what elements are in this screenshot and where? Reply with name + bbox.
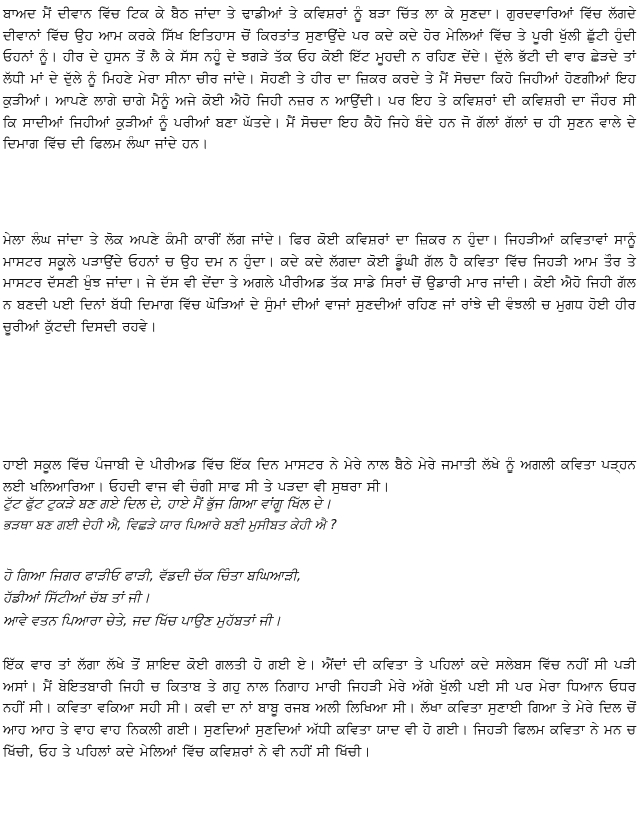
paragraph-1: ਬਾਅਦ ਮੈਂ ਦੀਵਾਨ ਵਿੱਚ ਟਿਕ ਕੇ ਬੈਠ ਜਾਂਦਾ ਤੇ ਢਾਡੀਆਂ ਤੇ ਕਵਿਸ਼ਰਾਂ ਨੂੰ ਬੜਾ ਚਿੱਤ ਲਾ ਕੇ ਸੁਣਦਾ। ਗੁਰਦਵਾਰਿਆਂ ਵਿੱਚ ਲੱਗਦੇ ਦੀਵਾਨਾਂ ਵਿੱਚ ਉਹ ਆਮ ਕਰਕੇ ਸਿੱਖ ਇਤਿਹਾਸ ਚੋਂ ਕਿਰਤਾਂਤ ਸੁਣਾਉਂਦੇ ਪਰ ਕਦੇ ਕਦੇ ਹੋਰ ਮੇਲਿਆਂ ਵਿੱਚ ਤੇ ਪੂਰੀ ਖੁੱਲੀ ਛੁੱਟੀ ਹੁੰਦੀ ਓਹਨਾਂ ਨੂੰ। ਹੀਰ ਦੇ ਹੁਸਨ ਤੋਂ ਲੈ ਕੇ ਸੱਸ ਨਹੂੰ ਦੇ ਝਗੜੇ ਤੱਕ ਓਹ ਕੋਈ ਇੱਟ ਮੂਹਦੀ ਨ ਰਹਿਣ ਦੇਂਦੇ। ਦੁੱਲੇ ਭੱਟੀ ਦੀ ਵਾਰ ਛੇੜਦੇ ਤਾਂ ਲੱਧੀ ਮਾਂ ਦੇ ਦੁੱਲੇ ਨੂੰ ਮਿਹਣੇ ਮੇਰਾ ਸੀਨਾ ਚੀਰ ਜਾਂਦੇ। ਸੋਹਣੀ ਤੇ ਹੀਰ ਦਾ ਜ਼ਿਕਰ ਕਰਦੇ ਤੇ ਮੈਂ ਸੋਚਦਾ ਕਿਹੋ ਜਿਹੀਆਂ ਹੋਣਗੀਆਂ ਇਹ ਕੁੜੀਆਂ। ਆਪਣੇ ਲਾਗੇ ਚਾਗੇ ਮੈਨੂੰ ਅਜੇ ਕੋਈ ਐਹੋ ਜਿਹੀ ਨਜ਼ਰ ਨ ਆਉਂਦੀ। ਪਰ ਇਹ ਤੇ ਕਵਿਸ਼ਰਾਂ ਦੀ ਕਵਿਸ਼ਰੀ ਦਾ ਜੌਹਰ ਸੀ ਕਿ ਸਾਦੀਆਂ ਜਿਹੀਆਂ ਕੁੜੀਆਂ ਨੂੰ ਪਰੀਆਂ ਬਣਾ ਘੱਤਦੇ। ਮੈਂ ਸੋਚਦਾ ਇਹ ਕੈਹੋ ਜਿਹੇ ਬੰਦੇ ਹਨ ਜੋ ਗੱਲਾਂ ਗੱਲਾਂ ਚ ਹੀ ਸੁਣਨ ਵਾਲੇ ਦੇ ਦਿਮਾਗ ਵਿੱਚ ਦੀ ਫਿਲਮ ਲੰਘਾ ਜਾਂਦੇ ਹਨ।: [3, 6, 636, 153]
verse-line-3: ਹੋ ਗਿਆ ਜਿਗਰ ਫਾੜੀਓ ਫਾੜੀ, ਵੱਡਦੀ ਚੱਕ ਚਿੰਤਾ ਬਘਿਆੜੀ,: [3, 568, 302, 584]
paragraph-3: ਹਾਈ ਸਕੂਲ ਵਿੱਚ ਪੰਜਾਬੀ ਦੇ ਪੀਰੀਅਡ ਵਿੱਚ ਇੱਕ ਦਿਨ ਮਾਸਟਰ ਨੇ ਮੇਰੇ ਨਾਲ ਬੈਠੇ ਮੇਰੇ ਜਮਾਤੀ ਲੱਖੇ ਨੂੰ ਅਗਲੀ ਕਵਿਤਾ ਪੜ੍ਹਨ ਲਈ ਖਲਿਆਰਿਆ। ਓਹਦੀ ਵਾਜ ਵੀ ਚੰਗੀ ਸਾਫ ਸੀ ਤੇ ਪੜਦਾ ਵੀ ਸੁਥਰਾ ਸੀ।: [3, 457, 636, 495]
paragraph-4: ਇੱਕ ਵਾਰ ਤਾਂ ਲੱਗਾ ਲੱਖੇ ਤੋਂ ਸ਼ਾਇਦ ਕੋਈ ਗਲਤੀ ਹੋ ਗਈ ਏ। ਐਂਦਾਂ ਦੀ ਕਵਿਤਾ ਤੇ ਪਹਿਲਾਂ ਕਦੇ ਸਲੇਬਸ ਵਿੱਚ ਨਹੀਂ ਸੀ ਪੜੀ ਅਸਾਂ। ਮੈਂ ਬੇਇਤਬਾਰੀ ਜਿਹੀ ਚ ਕਿਤਾਬ ਤੇ ਗਹੁ ਨਾਲ ਨਿਗਾਹ ਮਾਰੀ ਜਿਹੜੀ ਮੇਰੇ ਅੱਗੇ ਖੁੱਲੀ ਪਈ ਸੀ ਪਰ ਮੇਰਾ ਧਿਆਨ ਓਧਰ ਨਹੀਂ ਸੀ। ਕਵਿਤਾ ਵਕਿਆ ਸਹੀ ਸੀ। ਕਵੀ ਦਾ ਨਾਂ ਬਾਬੂ ਰਜਬ ਅਲੀ ਲਿਖਿਆ ਸੀ। ਲੱਖਾ ਕਵਿਤਾ ਸੁਣਾਈ ਗਿਆ ਤੇ ਮੇਰੇ ਦਿਲ ਚੋਂ ਆਹ ਆਹ ਤੇ ਵਾਹ ਵਾਹ ਨਿਕਲੀ ਗਈ। ਸੁਣਦਿਆਂ ਸੁਣਦਿਆਂ ਅੱਧੀ ਕਵਿਤਾ ਯਾਦ ਵੀ ਹੋ ਗਈ। ਜਿਹੜੀ ਫਿਲਮ ਕਵਿਤਾ ਨੇ ਮਨ ਚ ਖਿੱਚੀ, ਓਹ ਤੇ ਪਹਿਲਾਂ ਕਦੇ ਮੇਲਿਆਂ ਵਿੱਚ ਕਵਿਸ਼ਰਾਂ ਨੇ ਵੀ ਨਹੀਂ ਸੀ ਖਿੱਚੀ।: [3, 657, 636, 760]
paragraph-2: ਮੇਲਾ ਲੰਘ ਜਾਂਦਾ ਤੇ ਲੋਕ ਅਪਣੇ ਕੰਮੀ ਕਾਰੀਂ ਲੱਗ ਜਾਂਦੇ। ਫਿਰ ਕੋਈ ਕਵਿਸ਼ਰਾਂ ਦਾ ਜ਼ਿਕਰ ਨ ਹੁੰਦਾ। ਜਿਹੜੀਆਂ ਕਵਿਤਾਵਾਂ ਸਾਨੂੰ ਮਾਸਟਰ ਸਕੂਲੇ ਪੜਾਉਂਦੇ ਓਹਨਾਂ ਚ ਉਹ ਦਮ ਨ ਹੁੰਦਾ। ਕਦੇ ਕਦੇ ਲੱਗਦਾ ਕੋਈ ਡੂੰਘੀ ਗੱਲ ਹੈ ਕਵਿਤਾ ਵਿੱਚ ਜਿਹੜੀ ਆਮ ਤੌਰ ਤੇ ਮਾਸਟਰ ਦੱਸਣੀ ਖੁੰਝ ਜਾਂਦਾ। ਜੇ ਦੱਸ ਵੀ ਦੇਂਦਾ ਤੇ ਅਗਲੇ ਪੀਰੀਅਡ ਤੱਕ ਸਾਡੇ ਸਿਰਾਂ ਚੋਂ ਉਡਾਰੀ ਮਾਰ ਜਾਂਦੀ। ਕੋਈ ਐਹੋ ਜਿਹੀ ਗੱਲ ਨ ਬਣਦੀ ਪਈ ਦਿਨਾਂ ਬੱਧੀ ਦਿਮਾਗ ਵਿੱਚ ਘੋੜਿਆਂ ਦੇ ਸੁੰਮਾਂ ਦੀਆਂ ਵਾਜਾਂ ਸੁਣਦੀਆਂ ਰਹਿਣ ਜਾਂ ਰਾਂਝੇ ਦੀ ਵੰਝਲੀ ਚ ਮੁਗਧ ਹੋਈ ਹੀਰ ਚੂਰੀਆਂ ਕੁੱਟਦੀ ਦਿਸਦੀ ਰਹਵੇ।: [3, 232, 636, 335]
verse-line-4: ਹੱਡੀਆਂ ਸਿੱਟੀਆਂ ਚੱਬ ਤਾਂ ਜੀ।: [3, 590, 150, 606]
verse-line-2: ਭੜਥਾ ਬਣ ਗਈ ਦੇਹੀ ਐ, ਵਿਛੜੇ ਯਾਰ ਪਿਆਰੇ ਬਣੀ ਮੁਸੀਬਤ ਕੇਹੀ ਐ ?: [3, 518, 337, 533]
verse-line-1: ਟੁੱਟ ਫੁੱਟ ਟੁਕੜੇ ਬਣ ਗਏ ਦਿਲ ਦੇ, ਹਾਏ ਮੈਂ ਭੁੱਜ ਗਿਆ ਵਾਂਗੂ ਖਿੱਲ ਦੇ।: [3, 496, 331, 512]
verse-line-5: ਆਵੇ ਵਤਨ ਪਿਆਰਾ ਚੇਤੇ, ਜਦ ਖਿੱਚ ਪਾਉਣ ਮੁਹੱਬਤਾਂ ਜੀ।: [3, 613, 281, 629]
